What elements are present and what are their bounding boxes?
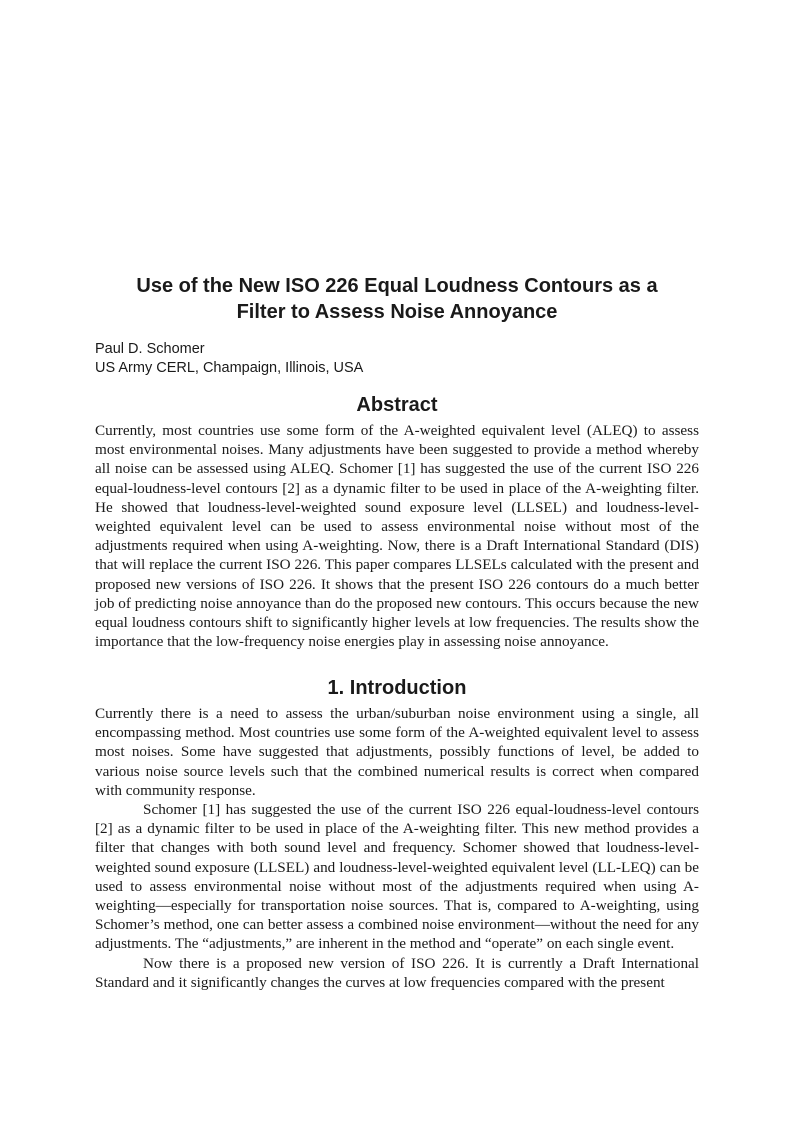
- paper-title: [95, 273, 699, 325]
- abstract-paragraph: Currently, most countries use some form of the A-weighted equivalent level (ALEQ) to assess most environmental noises. Many adjustments have been suggested to provide a method whereby all noise can be assessed using ALEQ. Schomer [1] has suggested the use of the current ISO 226 equal-loudness-level contours [2] as a dynamic filter to be used in place of the A-weighting filter. He showed that loudness-level-weighted sound exposure level (LLSEL) and loudness-level-weighted equivalent level can be used to assess environmental noise without most of the adjustments required when using A-weighting. Now, there is a Draft International Standard (DIS) that will replace the current ISO 226. This paper compares LLSELs calculated with the present and proposed new versions of ISO 226. It shows that the present ISO 226 contours do a much better job of predicting noise annoyance than do the proposed new contours. This occurs because the new equal loudness contours shift to significantly higher levels at low frequencies. The results show the importance that the low-frequency noise energies play in assessing noise annoyance.: [95, 422, 699, 651]
- introduction-heading: 1. Introduction: [327, 677, 467, 699]
- abstract-body: [95, 421, 699, 651]
- abstract-heading: Abstract: [356, 394, 438, 416]
- paper-title-line-2: Filter to Assess Noise Annoyance: [236, 301, 558, 323]
- author-name: Paul D. Schomer: [95, 341, 205, 357]
- author-block: [95, 340, 699, 378]
- author-affiliation: US Army CERL, Champaign, Illinois, USA: [95, 360, 364, 376]
- introduction-body: [95, 704, 699, 992]
- introduction-paragraph-2: Schomer [1] has suggested the use of the current ISO 226 equal-loudness-level contours [2] as a dynamic filter to be used in place of the A-weighting filter. This new method provides a filter that changes with both sound level and frequency. Schomer showed that loudness-level-weighted sound exposure (LLSEL) and loudness-level-weighted equivalent level (LL-LEQ) can be used to assess environmental noise without most of the adjustments required when using A-weighting—especially for transportation noise sources. That is, compared to A-weighting, using Schomer’s method, one can better assess a combined noise environment—without the need for any adjustments. The “adjustments,” are inherent in the method and “operate” on each single event.: [95, 801, 699, 953]
- introduction-paragraph-1: Currently there is a need to assess the urban/suburban noise environment using a single, all encompassing method. Most countries use some form of the A-weighted equivalent level to assess most noises. Some have suggested that adjustments, possibly functions of level, be added to various noise source levels such that the combined numerical results is correct when compared with community response.: [95, 705, 699, 799]
- introduction-paragraph-3: Now there is a proposed new version of ISO 226. It is currently a Draft International Standard and it significantly changes the curves at low frequencies compared with the present: [95, 954, 699, 991]
- paper-title-line-1: Use of the New ISO 226 Equal Loudness Contours as a: [136, 275, 658, 297]
